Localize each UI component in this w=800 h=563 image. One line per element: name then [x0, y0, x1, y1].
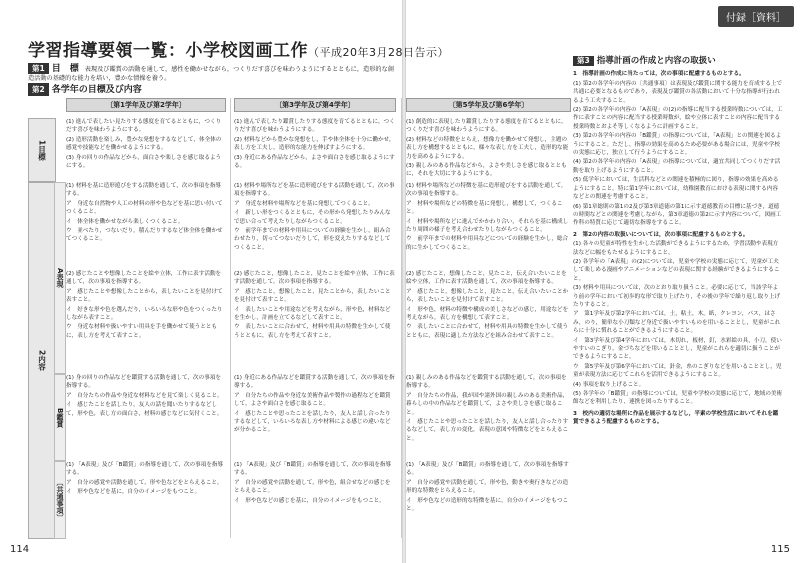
cell-line: ア 身近な自然物や人工の材料の形や色などを基に思い付いてつくること。: [66, 200, 223, 216]
cell-a2: [406, 270, 571, 341]
cell-line: ア 感じたこと，想像したこと，見たこと，伝え合いたいことから，表したいことを見付けて表すこと。: [406, 288, 569, 304]
cell-line: ウ 並べたり，つないだり，積んだりするなど体全体を働かせてつくること。: [66, 228, 223, 243]
cell-line: ア 身近な材料や場所などを基に発想してつくること。: [234, 200, 374, 207]
item-line: (3) 材料や用具については，次のとおり取り扱うこと。必要に応じて，当該学年より前の学年において初歩的な形で取り上げたり，その後の学年で繰り返し取り上げたりすること。: [573, 285, 780, 308]
cell-line: (2) 感じたことや想像したことを絵や立体，工作に表す活動を通して，次の事項を指導する。: [66, 271, 222, 286]
cell-line: (1) 材料や場所などを基に造形遊びをする活動を通して，次の事項を指導する。: [234, 183, 395, 198]
item-line: (5) 各学年の「B鑑賞」の指導については，児童や学校の実態に応じて，地域の美術館などを利用したり，連携を図ったりすること。: [573, 391, 783, 406]
cell-line: イ 感じたことや思ったことを話したり，友人と話し合ったりするなどして，いろいろな表し方や材料による感じの違いなどが分かること。: [234, 410, 391, 434]
cell-a2: [66, 270, 226, 341]
column-1: [66, 98, 226, 117]
cell-line: (1) 身近にある作品などを鑑賞する活動を通して，次の事項を指導する。: [234, 375, 395, 390]
item-line: (4) 第2の各学年の内容の「A表現」の指導については，適宜共同してつくりだす活動を取り上げるようにすること。: [573, 159, 781, 174]
column-divider: [401, 98, 402, 538]
cell-line: ア 自分の感覚や活動を通して，形や色，動きや奥行きなどの造形的な特徴をとらえること。: [406, 479, 569, 495]
cell-line: (2) 感じたこと，想像したこと，見たことを絵や立体，工作に表す活動を通して，次の事項を指導する。: [234, 271, 395, 286]
cell-line: ウ 表したいことに合わせて，材料や用具の特徴を生かして使うとともに，表現に適した方法などを組み合わせて表すこと。: [406, 324, 569, 339]
cell-line: (1) 創造的に表現したり鑑賞したりする態度を育てるとともに，つくりだす喜びを味わうようにする。: [406, 119, 567, 134]
column-divider: [230, 98, 231, 538]
cell-a1: [66, 182, 226, 245]
cell-line: ア 自分たちの作品や身近な美術作品や製作の過程などを鑑賞して，よさや面白さを感じ取ること。: [234, 392, 391, 408]
cell-line: ア 自分の感覚や活動を通して，形や色，組合せなどの感じをとらえること。: [234, 479, 391, 495]
cell-line: (3) 親しみのある作品などから，よさや美しさを感じ取るとともに，それを大切にするようにする。: [406, 163, 567, 178]
section-1-goal: [28, 63, 398, 83]
cell-a2: [234, 270, 396, 341]
section-1-heading: 目 標: [51, 64, 79, 74]
section-3-title: 指導計画の作成と内容の取扱い: [596, 56, 716, 66]
section-3-heading: [573, 56, 783, 66]
cell-line: イ 形や色などの感じを基に，自分のイメージをもつこと。: [234, 497, 385, 504]
cell-line: ウ 前学年までの材料や用具などについての経験を生かし，総合的に生かしてつくること。: [406, 236, 569, 251]
item-line: イ 第3学年及び第4学年においては，木切れ，板材，釘，水彩絵の具，小刀，使いやすいのこぎり，金づちなどを用いることとし，児童がこれらを適切に扱うことができるようにすること。: [573, 337, 782, 361]
item-line: (2) 第2の各学年の内容の「A表現」の(2)の指導に配当する授業時数については，工作に表すことの内容に配当する授業時数が，絵や立体に表すことの内容に配当する授業時数とおよそ等しくなるように計画すること。: [573, 107, 783, 130]
column-3: [406, 98, 571, 117]
section-3-badge: 第3: [573, 56, 594, 66]
cell-line: (2) 感じたこと，想像したこと，見たこと，伝え合いたいことを絵や立体，工作に表す活動を通して，次の事項を指導する。: [406, 271, 567, 286]
page-number-left: 114: [10, 544, 30, 555]
section-2-badge: 第2: [28, 83, 49, 96]
page-number-right: 115: [770, 544, 790, 555]
cell-line: ア 感じたことや想像したことから，表したいことを見付けて表すこと。: [66, 288, 223, 304]
cell-a1: [234, 182, 396, 253]
cell-goal: [66, 118, 226, 171]
cell-line: (1) 「A表現」及び「B鑑賞」の指導を通して，次の事項を指導する。: [406, 462, 569, 477]
cell-line: (2) 材料などから豊かな発想をし，手や体全体を十分に働かせ，表し方を工夫し，造形的な能力を伸ばすようにする。: [234, 136, 395, 152]
item-line: (4) 事項を取り上げること。: [573, 381, 645, 388]
section-1-text: 表現及び鑑賞の活動を通して，感性を働かせながら，つくりだす喜びを味わうようにするとともに，造形的な創造活動の基礎的な能力を培い，豊かな情操を養う。: [28, 66, 394, 82]
item-heading: 2 第2の内容の取扱いについては，次の事項に配慮するものとする。: [573, 231, 749, 238]
title-main: 学習指導要領一覧：小学校図画工作: [28, 41, 308, 61]
cell-line: ア 自分たちの作品や身近な材料などを見て楽しく見ること。: [66, 392, 223, 399]
cell-line: ウ 前学年までの材料や用具についての経験を生かし，組み合わせたり，切ってつないだりして，形を変えたりするなどしてつくること。: [234, 228, 391, 251]
label-content: 2内容: [28, 182, 56, 539]
column-header: 〔第1学年及び第2学年〕: [66, 98, 226, 112]
cell-line: (1) 進んで表したり鑑賞したりする態度を育てるとともに，つくりだす喜びを味わうようにする。: [234, 119, 395, 134]
item-line: ウ 第5学年及び第6学年においては，針金，糸のこぎりなどを用いることとし，児童が表現方法に応じてこれらを活用できるようにすること。: [573, 363, 782, 379]
label-b: B鑑賞: [54, 374, 66, 461]
column-header: 〔第3学年及び第4学年〕: [234, 98, 396, 112]
cell-line: (1) 材料や場所などの特徴を基に造形遊びをする活動を通して，次の事項を指導する。: [406, 183, 567, 198]
section-2-heading: [28, 82, 142, 96]
item-heading: 3 校内の適切な場所に作品を展示するなどし，平素の学校生活においてそれを鑑賞できるよう配慮するものとする。: [573, 410, 779, 426]
cell-line: ア 感じたこと，想像したこと，見たことから，表したいことを見付けて表すこと。: [234, 288, 391, 304]
cell-line: イ 感じたことや思ったことを話したり，友人と話し合ったりするなどして，表し方の変化，表現の意図や特徴などをとらえること。: [406, 419, 569, 442]
column-2: [234, 98, 396, 117]
cell-line: (1) 材料を基に造形遊びをする活動を通して，次の事項を指導する。: [66, 183, 222, 198]
column-header: 〔第5学年及び第6学年〕: [406, 98, 571, 112]
cell-common: [66, 461, 226, 498]
cell-line: イ 形や色などの造形的な特徴を基に，自分のイメージをもつこと。: [406, 497, 569, 513]
cell-line: (1) 「A表現」及び「B鑑賞」の指導を通して，次の事項を指導する。: [234, 462, 392, 477]
item-line: ア 第1学年及び第2学年においては，土，粘土，木，紙，クレヨン，パス，はさみ，のり，簡単な小刀類など身近で扱いやすいものを用いることとし，児童がこれらに十分に慣れることができるようにすること。: [573, 311, 781, 335]
cell-common: [406, 461, 571, 514]
cell-line: ア 材料や場所などの特徴を基に発想し，構想して，つくること。: [406, 200, 563, 216]
item-line: (1) 各々の児童が特性を生かした活動ができるようにするため，学習活動や表現方法などに幅をもたせるようにすること。: [573, 241, 779, 256]
page-title: [28, 36, 449, 61]
cell-goal: [406, 118, 571, 180]
cell-line: (1) 身の回りの作品などを鑑賞する活動を通して，次の事項を指導する。: [66, 375, 222, 390]
cell-line: (1) 進んで表したい見たりする態度を育てるとともに，つくりだす喜びを味わうようにする。: [66, 119, 222, 134]
item-heading: 1 指導計画の作成に当たっては，次の事項に配慮するものとする。: [573, 71, 745, 78]
cell-line: ウ 表したいことに合わせて，材料や用具の特徴を生かして使うとともに，表し方を考えて表すこと。: [234, 324, 391, 339]
cell-line: (1) 親しみのある作品などを鑑賞する活動を通して，次の事項を指導する。: [406, 375, 567, 390]
cell-line: イ 好きな形や色を選んだり，いろいろな形や色をつくったりしながら表すこと。: [66, 306, 223, 322]
cell-a1: [406, 182, 571, 253]
section-2-title: 各学年の目標及び内容: [51, 85, 142, 95]
cell-line: イ 形や色などを基に，自分のイメージをもつこと。: [66, 489, 201, 496]
label-common: 〔共通事項〕: [54, 461, 66, 539]
title-sub: （平成20年3月28日告示）: [308, 46, 449, 59]
cell-line: (2) 造形活動を楽しみ，豊かな発想をするなどして，体全体の感覚や技能などを働かせるようにする。: [66, 136, 222, 152]
cell-line: イ 材料や場所などに進んでかかわり合い，それらを基に構成したり周囲の様子を考え合わせたりしながらつくること。: [406, 218, 569, 234]
cell-line: ウ 身近な材料や扱いやすい用具を手を働かせて使うとともに，表し方を考えて表すこと。: [66, 324, 218, 339]
cell-b: [406, 374, 571, 444]
cell-line: イ 感じたことを話したり，友人の話を聞いたりするなどして，形や色，表し方の面白さ，材料の感じなどに気付くこと。: [66, 402, 223, 417]
item-line: (1) 第2の各学年の内容の〔共通事項〕は表現及び鑑賞に関する能力を育成する上で共通に必要となるものであり，表現及び鑑賞の各活動において十分な指導が行われるよう工夫すること。: [573, 80, 783, 104]
cell-line: (3) 身の回りの作品などから，面白さや楽しさを感じ取るようにする。: [66, 154, 222, 170]
section-1-badge: 第1: [28, 63, 49, 74]
item-line: (5) 低学年においては，生活科などとの関連を積極的に図り，指導の効果を高めるようにすること。特に第1学年においては，幼稚園教育における表現に関する内容などとの関連を考慮すること。: [573, 177, 779, 201]
cell-b: [234, 374, 396, 436]
cell-line: イ 形や色，材料の特徴や構成の美しさなどの感じ，用途などを考えながら，表し方を構想して表すこと。: [406, 306, 569, 322]
label-goal: 1目標: [28, 118, 56, 182]
cell-line: (2) 材料などの特徴をとらえ，想像力を働かせて発想し，主題の表し方を構想するとともに，様々な表し方を工夫し，造形的な能力を高めるようにする。: [406, 136, 569, 160]
item-line: (2) 各学年の「A表現」の(2)については，児童や学校の実態に応じて，児童が工夫して楽しめる漫画やアニメーションなどの表現に関する経験ができるようにすること。: [573, 258, 780, 282]
cell-line: (3) 身近にある作品などから，よさや面白さを感じ取るようにする。: [234, 154, 395, 170]
cell-line: イ 体全体を働かせながら楽しくつくること。: [66, 218, 184, 225]
cell-line: ア 自分たちの作品，我が国や諸外国の親しみのある美術作品，暮らしの中の作品などを鑑賞して，よさや美しさを感じ取ること。: [406, 392, 569, 416]
cell-goal: [234, 118, 396, 171]
item-line: (3) 第2の各学年の内容の「B鑑賞」の指導については，「A表現」との関連を図るようにすること。ただし，指導の効果を高めるため必要がある場合には，児童や学校の実態に応じ，独立して行うようにすること。: [573, 133, 782, 157]
label-a: A表現: [54, 182, 66, 374]
cell-b: [66, 374, 226, 419]
appendix-tag: 付録［資料］: [718, 6, 794, 27]
cell-line: イ 表したいことや用途などを考えながら，形や色，材料などを生かし，計画を立てるなどして表すこと。: [234, 306, 391, 322]
item-line: (6) 第1章総則の第1の2及び第3章道徳の第1に示す道徳教育の目標に基づき，道徳の時間などとの関連を考慮しながら，第3章道徳の第2に示す内容について，図画工作科の特質に応じて適切な指導をすること。: [573, 203, 782, 227]
cell-line: イ 新しい形をつくるとともに，その形から発想したりみんなで思い合って考えたりしながらつくること。: [234, 210, 391, 225]
cell-line: ア 自分の感覚や活動を通して，形や色などをとらえること。: [66, 479, 223, 486]
cell-common: [234, 461, 396, 506]
cell-line: (1) 「A表現」及び「B鑑賞」の指導を通して，次の事項を指導する。: [66, 462, 224, 477]
section-3: [573, 56, 783, 428]
